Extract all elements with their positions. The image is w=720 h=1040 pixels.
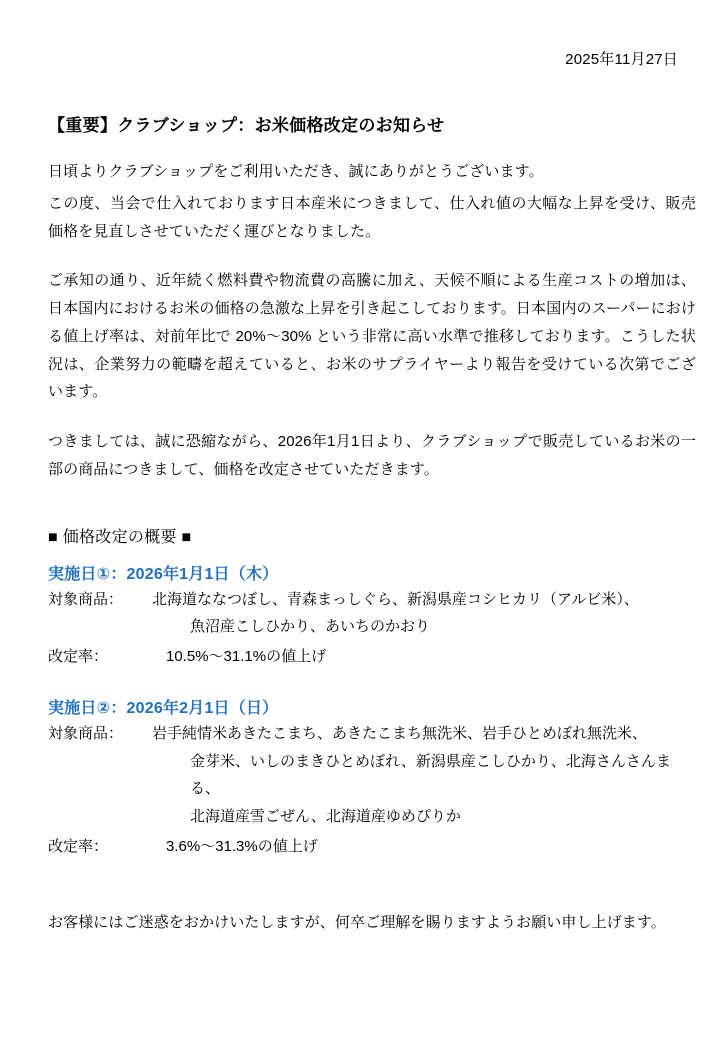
revision-2-target-line-1: 岩手純情米あきたこまち、あきたこまち無洗米、岩手ひとめぼれ無洗米、 (152, 724, 648, 742)
revision-1-target (48, 586, 696, 642)
revision-block-1 (48, 561, 696, 671)
body-paragraph: ご承知の通り、近年続く燃料費や物流費の高騰に加え、天候不順による生産コストの増加は、日本国内におけるお米の価格の急激な上昇を引き起こしております。日本国内のスーパーにおける値上げ率は、対前年比で 20%～30% という非常に高い水準で推移しております。こうした状況は、企業努力の範疇を超えていると、お米のサプライヤーより報告を受けている次第でございます。 (48, 272, 696, 401)
block-spacer (48, 671, 696, 681)
greeting-paragraph-2: この度、当会で仕入れております日本産米につきまして、仕入れ値の大幅な上昇を受け、販売価格を見直しさせていただく運びとなりました。 (48, 194, 696, 240)
revision-2-heading: 実施日②：2026年2月1日（日） (48, 699, 279, 717)
revision-1-target-line-2: 魚沼産こしひかり、あいちのかおり (190, 618, 431, 636)
revision-1-heading: 実施日①：2026年1月1日（木） (48, 565, 279, 583)
revision-1-target-line-1: 北海道ななつぼし、青森まっしぐら、新潟県産コシヒカリ（アルビ米）、 (152, 590, 639, 608)
revision-2-target-value (152, 720, 696, 831)
notice-paragraph: つきましては、誠に恐縮ながら、2026年1月1日より、クラブショップで販売しているお米の一部の商品につきまして、価格を改定させていただきます。 (48, 433, 696, 478)
summary-heading: ■ 価格改定の概要 ■ (48, 528, 192, 546)
revision-block-2 (48, 695, 696, 861)
revision-1-target-value (152, 586, 696, 642)
closing-paragraph: お客様にはご迷惑をおかけいたしますが、何卒ご理解を賜りますようお願い申し上げます。 (48, 913, 666, 931)
revision-1-rate-value: 10.5%～31.1%の値上げ (166, 648, 327, 665)
revision-2-rate-value: 3.6%～31.3%の値上げ (166, 837, 318, 855)
revision-1-target-label: 対象商品： (48, 590, 124, 608)
revision-2-target (48, 720, 696, 831)
revision-2-target-line-3: 北海道産雪ごぜん、北海道産ゆめぴりか (190, 808, 461, 825)
document-date: 2025年11月27日 (565, 51, 678, 68)
page-title: 【重要】クラブショップ：お米価格改定のお知らせ (48, 116, 445, 135)
revision-2-rate-label: 改定率： (48, 837, 109, 855)
revision-1-rate-label: 改定率： (48, 648, 109, 665)
revision-2-target-line-2: 金芽米、いしのまきひとめぼれ、新潟県産こしひかり、北海さんさんまる、 (190, 752, 671, 798)
greeting-paragraph-1: 日頃よりクラブショップをご利用いただき、誠にありがとうございます。 (48, 163, 544, 180)
revision-2-target-label: 対象商品： (48, 724, 124, 742)
revision-2-rate (48, 833, 696, 861)
revision-1-rate (48, 643, 696, 671)
